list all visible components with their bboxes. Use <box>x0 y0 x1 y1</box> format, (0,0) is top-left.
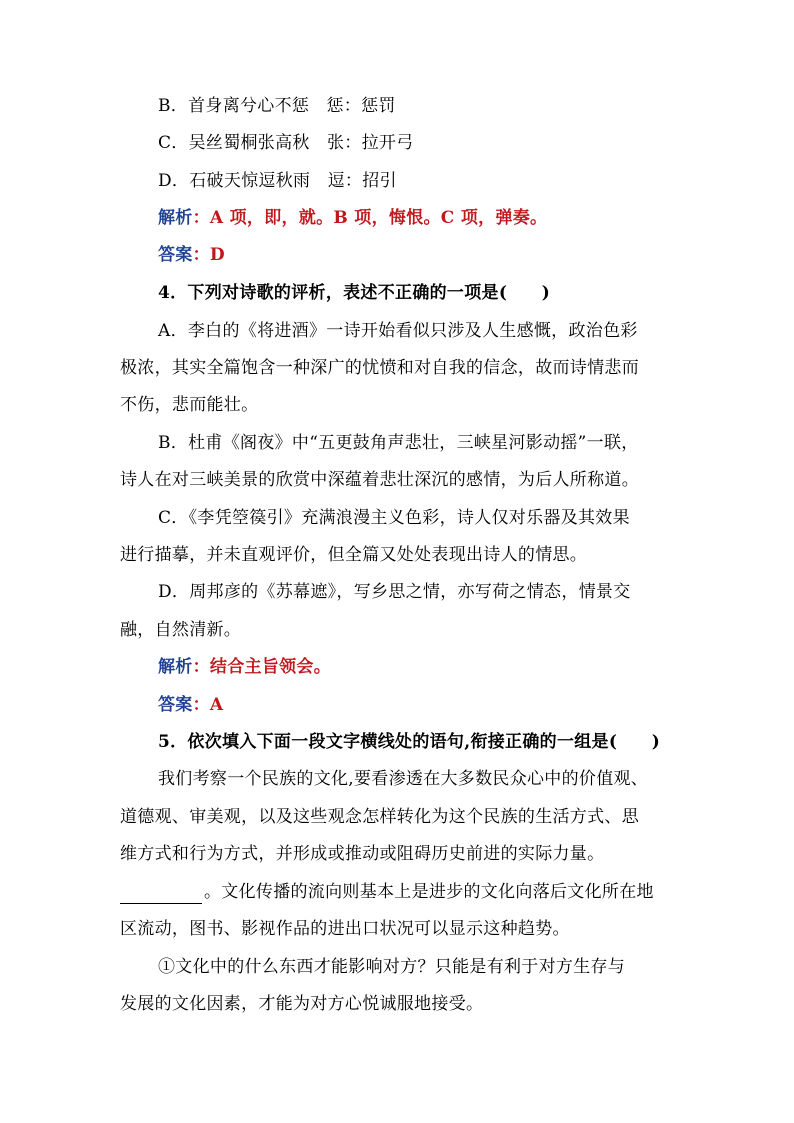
q5-passage-line1: 我们考察一个民族的文化,要看渗透在大多数民众心中的价值观、 <box>158 769 649 789</box>
q5-passage-line3: 维方式和行为方式，并形成或推动或阻碍历史前进的实际力量。 <box>120 844 605 864</box>
q4-analysis <box>158 655 718 679</box>
q4-title: 4．下列对诗歌的评析，表述不正确的一项是( ) <box>158 283 551 303</box>
q5-title: 5．依次填入下面一段文字横线处的语句,衔接正确的一组是( ) <box>158 732 661 752</box>
q4-option-c-line1: C．《李凭箜篌引》充满浪漫主义色彩，诗人仅对乐器及其效果 <box>158 508 630 528</box>
q4-option-d-line1: D．周邦彦的《苏幕遮》，写乡思之情，亦写荷之情态，情景交 <box>158 582 631 602</box>
q4-answer-label: 答案 <box>158 695 193 715</box>
q4-option-a-line1: A．李白的《将进酒》一诗开始看似只涉及人生感慨，政治色彩 <box>158 321 638 341</box>
q4-option-b-line2: 诗人在对三峡美景的欣赏中深蕴着悲壮深沉的感情，为后人所称道。 <box>120 470 639 490</box>
q4-option-a-line3: 不伤，悲而能壮。 <box>120 395 259 415</box>
q3-option-b: B．首身离兮心不惩 惩：惩罚 <box>158 96 396 116</box>
q5-option-1-line1: ①文化中的什么东西才能影响对方？只能是有利于对方生存与 <box>158 957 626 977</box>
q4-option-b-line1: B．杜甫《阁夜》中“五更鼓角声悲壮，三峡星河影动摇”一联， <box>158 433 639 453</box>
q4-option-d-line2: 融，自然清新。 <box>120 620 242 640</box>
q4-answer-text: ：A <box>192 695 224 715</box>
q4-option-c-line2: 进行描摹，并未直观评价，但全篇又处处表现出诗人的情思。 <box>120 545 588 565</box>
q3-analysis-label: 解析 <box>158 208 193 228</box>
q5-passage-line5: 区流动，图书、影视作品的进出口状况可以显示这种趋势。 <box>120 919 570 939</box>
q3-analysis-text: ：A 项，即，就。B 项，悔恨。C 项，弹奏。 <box>192 208 548 228</box>
q5-passage-line2: 道德观、审美观，以及这些观念怎样转化为这个民族的生活方式、思 <box>120 807 639 827</box>
q5-option-1-line2: 发展的文化因素，才能为对方心悦诚服地接受。 <box>120 994 484 1014</box>
q3-option-c: C．吴丝蜀桐张高秋 张：拉开弓 <box>158 133 414 153</box>
q3-answer-text: ：D <box>192 245 225 265</box>
q4-analysis-label: 解析 <box>158 657 193 677</box>
q3-analysis <box>158 206 718 230</box>
q4-answer <box>158 693 718 717</box>
q5-passage-line4 <box>120 880 680 904</box>
q4-analysis-text: ：结合主旨领会。 <box>192 657 332 677</box>
q3-answer <box>158 243 718 267</box>
q3-answer-label: 答案 <box>158 245 193 265</box>
q5-passage-line4-text: 。文化传播的流向则基本上是进步的文化向落后文化所在地 <box>204 882 654 902</box>
fill-in-blank <box>120 885 202 904</box>
q4-option-a-line2: 极浓，其实全篇饱含一种深广的忧愤和对自我的信念，故而诗情悲而 <box>120 358 639 378</box>
q3-option-d: D．石破天惊逗秋雨 逗：招引 <box>158 171 397 191</box>
